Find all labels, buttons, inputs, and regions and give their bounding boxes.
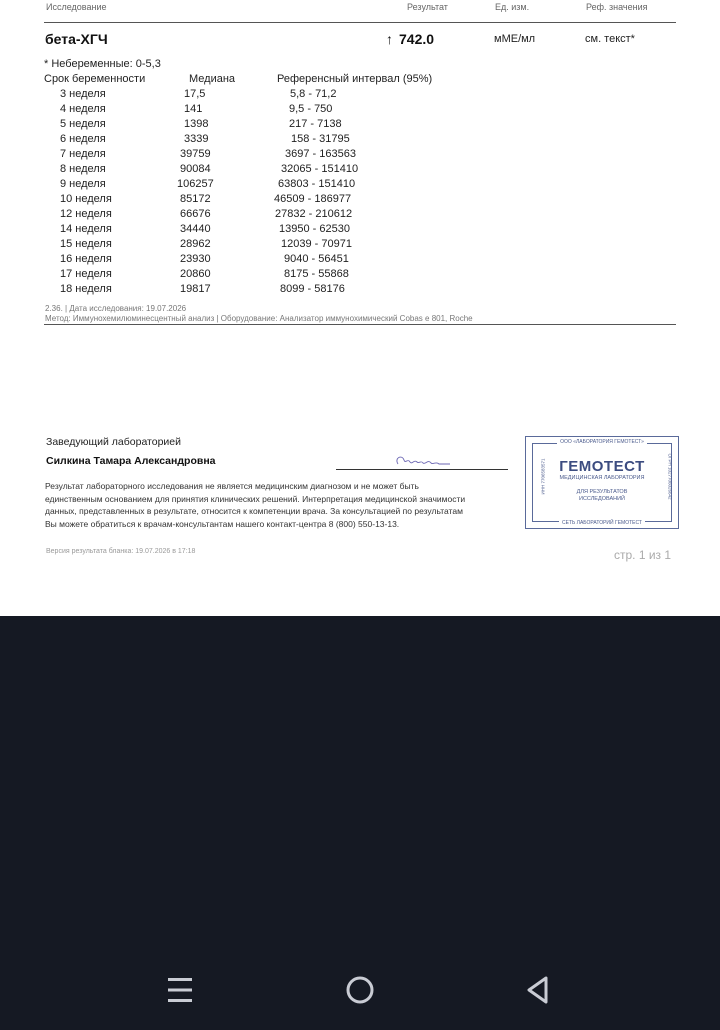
median-cell: 34440	[180, 223, 211, 235]
table-row	[0, 193, 720, 208]
disclaimer-line: Вы можете обратиться к врачам-консультантам нашего контакт-центра 8 (800) 550-13-13.	[45, 518, 400, 529]
term-cell: 4 неделя	[60, 103, 106, 115]
circle-icon	[345, 975, 375, 1005]
interval-cell: 217 - 7138	[289, 118, 342, 130]
test-units: мМЕ/мл	[494, 33, 536, 45]
non-pregnant-note: * Небеременные: 0-5,3	[44, 58, 161, 70]
term-cell: 3 неделя	[60, 88, 106, 100]
median-cell: 23930	[180, 253, 211, 265]
interval-cell: 8175 - 55868	[284, 268, 349, 280]
table-row	[0, 163, 720, 178]
table-row	[0, 208, 720, 223]
median-cell: 28962	[180, 238, 211, 250]
table-row	[0, 178, 720, 193]
table-row	[0, 268, 720, 283]
term-cell: 10 неделя	[60, 193, 112, 205]
interval-cell: 5,8 - 71,2	[290, 88, 337, 100]
form-version: Версия результата бланка: 19.07.2026 в 17:18	[46, 548, 196, 555]
test-ref: см. текст*	[585, 33, 635, 45]
term-cell: 18 неделя	[60, 283, 112, 295]
median-cell: 20860	[180, 268, 211, 280]
table-header-median: Медиана	[189, 73, 236, 85]
lab-stamp	[525, 436, 679, 529]
table-row	[0, 283, 720, 298]
handwritten-signature	[392, 452, 452, 470]
signature-line	[336, 469, 508, 470]
stamp-ogrn: ОГРН 1027706026642	[667, 453, 673, 500]
table-header-term: Срок беременности	[44, 73, 146, 85]
stamp-purpose: ДЛЯ РЕЗУЛЬТАТОВ ИССЛЕДОВАНИЙ	[576, 489, 628, 502]
disclaimer-line: данных, представленных в результате, относится к компетенции врача. За консультацией по результатам	[45, 506, 463, 516]
interval-cell: 8099 - 58176	[280, 283, 345, 295]
term-cell: 9 неделя	[60, 178, 106, 190]
menu-lines-icon	[166, 975, 194, 1005]
footer-divider	[44, 324, 676, 325]
median-cell: 19817	[180, 283, 211, 295]
signer-name: Силкина Тамара Александровна	[46, 455, 216, 467]
back-button[interactable]	[518, 972, 558, 1008]
median-cell: 1398	[184, 118, 209, 130]
test-name: бета-ХГЧ	[45, 31, 108, 47]
term-cell: 6 неделя	[60, 133, 106, 145]
col-header-result: Результат	[407, 2, 448, 12]
stamp-subtitle: МЕДИЦИНСКАЯ ЛАБОРАТОРИЯ	[559, 475, 645, 481]
term-cell: 12 неделя	[60, 208, 112, 220]
stamp-top-text: ООО «ЛАБОРАТОРИЯ ГЕМОТЕСТ»	[533, 439, 671, 445]
term-cell: 7 неделя	[60, 148, 106, 160]
interval-cell: 27832 - 210612	[275, 208, 353, 220]
term-cell: 14 неделя	[60, 223, 112, 235]
stamp-inn: ИНН 7706583571	[540, 458, 546, 495]
median-cell: 85172	[180, 193, 211, 205]
term-cell: 16 неделя	[60, 253, 112, 265]
term-cell: 5 неделя	[60, 118, 106, 130]
table-row	[0, 253, 720, 268]
up-arrow-icon: ↑	[386, 31, 393, 47]
median-cell: 3339	[184, 133, 209, 145]
interval-cell: 46509 - 186977	[274, 193, 352, 205]
header-divider	[44, 22, 676, 23]
col-header-ref: Реф. значения	[586, 2, 648, 12]
table-row	[0, 133, 720, 148]
stamp-bottom-text: СЕТЬ ЛАБОРАТОРИЙ ГЕМОТЕСТ	[533, 520, 671, 526]
table-row	[0, 238, 720, 253]
interval-cell: 32065 - 151410	[281, 163, 359, 175]
page-number: стр. 1 из 1	[614, 548, 672, 562]
table-row	[0, 148, 720, 163]
android-navigation-bar	[0, 960, 720, 1020]
table-row	[0, 118, 720, 133]
median-cell: 106257	[177, 178, 214, 190]
triangle-back-icon	[525, 975, 551, 1005]
median-cell: 39759	[180, 148, 211, 160]
interval-cell: 12039 - 70971	[281, 238, 352, 250]
col-header-test: Исследование	[46, 2, 107, 12]
recents-button[interactable]	[160, 972, 200, 1008]
table-row	[0, 103, 720, 118]
signer-title: Заведующий лабораторией	[46, 436, 181, 448]
table-row	[0, 223, 720, 238]
median-cell: 66676	[180, 208, 211, 220]
term-cell: 15 неделя	[60, 238, 112, 250]
median-cell: 17,5	[184, 88, 206, 100]
home-button[interactable]	[340, 972, 380, 1008]
table-header-interval: Референсный интервал (95%)	[277, 73, 433, 85]
col-header-units: Ед. изм.	[495, 2, 530, 12]
table-row	[0, 88, 720, 103]
test-result	[386, 31, 434, 47]
median-cell: 141	[184, 103, 203, 115]
interval-cell: 158 - 31795	[291, 133, 350, 145]
term-cell: 17 неделя	[60, 268, 112, 280]
interval-cell: 9040 - 56451	[284, 253, 349, 265]
interval-cell: 13950 - 62530	[279, 223, 350, 235]
method-equipment: Метод: Иммунохемилюминесцентный анализ | Оборудование: Анализатор иммунохимический Cobas e 801, Roche	[45, 314, 473, 323]
disclaimer-line: Результат лабораторного исследования не является медицинским диагнозом и не может быть	[45, 481, 419, 491]
stamp-frame	[532, 439, 673, 526]
interval-cell: 9,5 - 750	[289, 103, 333, 115]
interval-cell: 63803 - 151410	[278, 178, 356, 190]
disclaimer	[45, 480, 513, 530]
result-value: 742.0	[399, 31, 435, 47]
interval-cell: 3697 - 163563	[285, 148, 356, 160]
test-date: 2.36. | Дата исследования: 19.07.2026	[45, 304, 187, 313]
median-cell: 90084	[180, 163, 211, 175]
stamp-brand: ГЕМОТЕСТ	[559, 458, 645, 475]
term-cell: 8 неделя	[60, 163, 106, 175]
disclaimer-line: единственным основанием для принятия клинических решений. Интерпретация медицинской значимости	[45, 493, 466, 504]
